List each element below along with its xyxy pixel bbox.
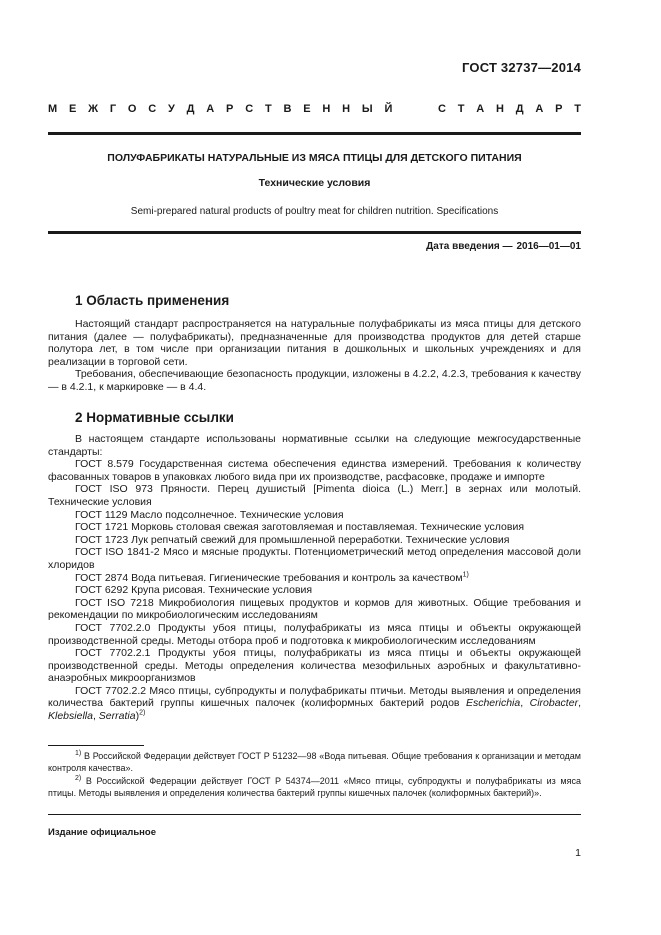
banner-letter: Ж: [88, 103, 99, 115]
title-rule: [48, 231, 581, 234]
footer-rule: [48, 814, 581, 815]
banner-letter: Т: [264, 103, 272, 115]
reference-item: ГОСТ 1721 Морковь столовая свежая заготовляемая и поставляемая. Технические условия: [75, 521, 525, 534]
official-edition-label: Издание официальное: [48, 827, 156, 838]
reference-item: [48, 572, 581, 585]
reference-item: ГОСТ ISO 1841-2 Мясо и мясные продукты. Потенциометрический метод определения массовой доли хлоридов: [48, 546, 581, 571]
banner-letter: С: [148, 103, 157, 115]
document-subtitle: Технические условия: [258, 177, 371, 189]
footnote-rule: [48, 745, 144, 746]
reference-item: ГОСТ 7702.2.1 Продукты убоя птицы, полуфабрикаты из мяса птицы и объекты окружающей производственной среды. Методы определения количества мезофильных аэробных и факультативно-анаэробных микроорганизмов: [48, 647, 581, 685]
header-rule: [48, 132, 581, 135]
banner-letter: Г: [109, 103, 117, 115]
page-number: 1: [575, 847, 581, 859]
reference-item: ГОСТ 7702.2.2 Мясо птицы, субпродукты и полуфабрикаты птичьи. Методы выявления и определения количества бактерий группы кишечных палочек (колиформных бактерий родов Escherichia, Cirobacter, Klebsiella, Serratia)$^{2)}$: [48, 684, 581, 723]
banner-letter: А: [535, 103, 544, 115]
paragraph: В настоящем стандарте использованы нормативные ссылки на следующие межгосударственные стандарты:: [48, 433, 581, 458]
reference-item: ГОСТ 1129 Масло подсолнечное. Технические условия: [75, 508, 344, 521]
banner-letter: Р: [555, 103, 563, 115]
genus-name: Serratia: [98, 710, 136, 723]
banner-letter: Д: [515, 103, 524, 115]
footnote-marker: 1): [462, 571, 469, 579]
reference-text: ГОСТ 7702.2.2 Мясо птицы, субпродукты и полуфабрикаты птичьи. Методы выявления и определения количества бактерий группы кишечных палочек (колиформных бактерий родов: [48, 684, 581, 710]
banner-letter: Й: [384, 103, 393, 115]
section-heading-scope: 1 Область применения: [75, 293, 230, 308]
genus-name: Escherichia: [465, 697, 521, 710]
reference-text: ГОСТ 2874 Вода питьевая. Гигиенические требования и контроль за качеством: [75, 571, 463, 584]
banner-letter: О: [127, 103, 137, 115]
reference-item: ГОСТ ISO 7218 Микробиология пищевых продуктов и кормов для животных. Общие требования и рекомендации по микробиологическим исследованиям: [48, 596, 581, 622]
introduction-date: [426, 241, 581, 252]
banner-letter: Т: [574, 103, 581, 115]
banner-letter: Р: [226, 103, 234, 115]
banner-word-gap: [404, 103, 426, 115]
banner-letter: Е: [303, 103, 311, 115]
banner-letter: Ы: [361, 103, 373, 115]
paragraph: Требования, обеспечивающие безопасность продукции, изложены в 4.2.2, 4.2.3, требования к качеству — в 4.2.1, к маркировке — в 4.4.: [48, 368, 581, 393]
banner-letter: А: [476, 103, 485, 115]
footnote: [48, 776, 581, 799]
footnote-text: В Российской Федерации действует ГОСТ Р 54374—2011 «Мясо птицы, субпродукты и полуфабрикаты из мяса птицы. Методы выявления и определения количества бактерий группы кишечных палочек (колиформных бактерий)».: [48, 776, 581, 798]
reference-item: ГОСТ ISO 973 Пряности. Перец душистый [Pimenta dioica (L.) Merr.] в зернах или молотый. Технические условия: [48, 483, 581, 508]
footnote-marker: 2): [139, 709, 146, 717]
banner-letter: Н: [342, 103, 351, 115]
section-references-body: [48, 433, 581, 723]
footnote-mark: 2): [75, 775, 82, 782]
banner-letter: Н: [495, 103, 504, 115]
banner-letter: Е: [68, 103, 77, 115]
banner-letter: В: [283, 103, 292, 115]
genus-name: Klebsiella: [48, 710, 93, 723]
introduction-date-value: 2016—01—01: [516, 241, 581, 252]
footnote-mark: 1): [75, 750, 82, 757]
banner-letter: Д: [186, 103, 195, 115]
footnote: [48, 751, 581, 774]
banner-letter: Н: [322, 103, 331, 115]
banner-letter: А: [206, 103, 215, 115]
section-heading-references: 2 Нормативные ссылки: [75, 410, 234, 425]
footnotes: [48, 751, 581, 801]
reference-item: ГОСТ 6292 Крупа рисовая. Технические условия: [75, 584, 313, 597]
footnote-text: В Российской Федерации действует ГОСТ Р 51232—98 «Вода питьевая. Общие требования к организации и методам контроля качества».: [48, 751, 581, 773]
banner-letter: М: [48, 103, 58, 115]
interstate-standard-banner: [48, 103, 581, 115]
paragraph: Настоящий стандарт распространяется на натуральные полуфабрикаты из мяса птицы для детского питания (далее — полуфабрикаты), предназначенные для производства продуктов для детей старше полутора лет, в том числе при организации питания в дошкольных и школьных учреждениях и для реализации в торговой сети.: [48, 318, 581, 368]
introduction-date-label: Дата введения —: [426, 241, 513, 252]
document-title: ПОЛУФАБРИКАТЫ НАТУРАЛЬНЫЕ ИЗ МЯСА ПТИЦЫ ДЛЯ ДЕТСКОГО ПИТАНИЯ: [107, 152, 522, 164]
banner-letter: С: [437, 103, 446, 115]
banner-letter: У: [168, 103, 175, 115]
reference-item: ГОСТ 1723 Лук репчатый свежий для промышленной переработки. Технические условия: [75, 533, 510, 546]
gost-code: ГОСТ 32737—2014: [462, 60, 581, 75]
reference-item: ГОСТ 7702.2.0 Продукты убоя птицы, полуфабрикаты из мяса птицы и объекты окружающей производственной среды. Методы отбора проб и подготовка к микробиологическим исследованиям: [48, 621, 581, 647]
section-scope-body: [48, 318, 581, 394]
banner-letter: С: [245, 103, 254, 115]
english-title: Semi-prepared natural products of poultry meat for children nutrition. Specifications: [130, 206, 499, 217]
reference-item: ГОСТ 8.579 Государственная система обеспечения единства измерений. Требования к количеству фасованных товаров в упаковках любого вида при их производстве, расфасовке, продаже и импорте: [48, 458, 581, 483]
genus-name: Cirobacter: [529, 697, 579, 710]
banner-letter: Т: [457, 103, 465, 115]
